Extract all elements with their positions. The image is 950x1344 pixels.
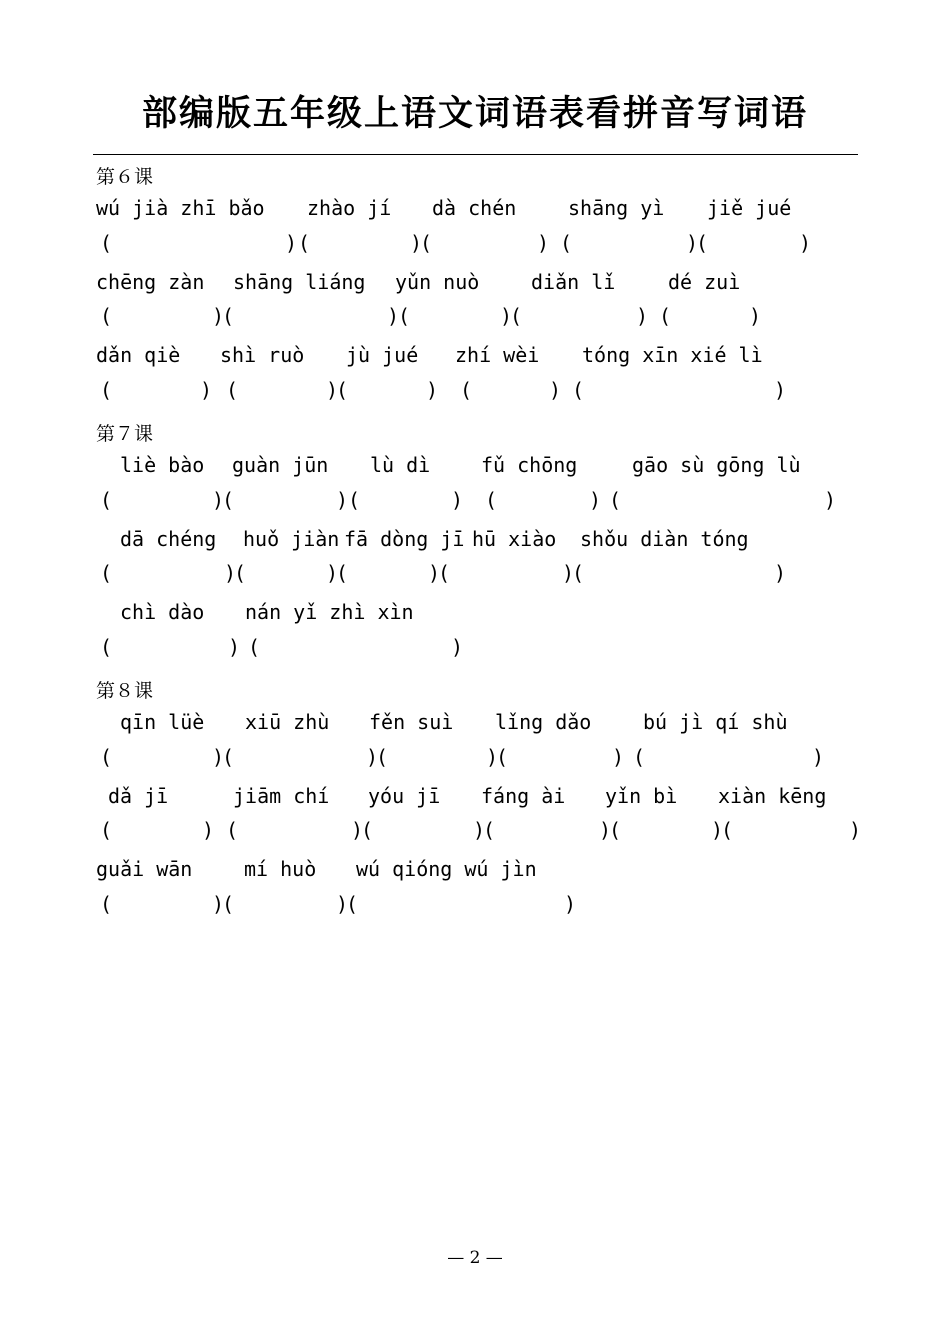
blank-close-paren: ) — [202, 818, 215, 842]
answer-blank-row — [0, 378, 950, 408]
blank-open-paren: ( — [438, 561, 451, 585]
answer-blank-row — [0, 635, 950, 665]
lesson-heading: 第６课 — [96, 166, 154, 188]
blank-open-paren: ( — [420, 231, 433, 255]
blank-close-paren: ) — [212, 892, 225, 916]
blank-open-paren: ( — [222, 304, 235, 328]
blank-open-paren: ( — [348, 488, 361, 512]
pinyin-word: dǎn qiè — [96, 343, 181, 367]
blank-open-paren: ( — [721, 818, 734, 842]
blank-close-paren: ) — [366, 745, 379, 769]
pinyin-row — [0, 270, 950, 300]
blank-close-paren: ) — [336, 488, 349, 512]
pinyin-word: yǐn bì — [605, 784, 678, 808]
blank-open-paren: ( — [100, 745, 113, 769]
pinyin-word: shǒu diàn tóng — [580, 527, 749, 551]
blank-close-paren: ) — [812, 745, 825, 769]
blank-open-paren: ( — [609, 488, 622, 512]
blank-open-paren: ( — [361, 818, 374, 842]
blank-close-paren: ) — [686, 231, 699, 255]
pinyin-row — [0, 710, 950, 740]
pinyin-word: lǐng dǎo — [495, 710, 592, 734]
blank-close-paren: ) — [451, 488, 464, 512]
blank-open-paren: ( — [398, 304, 411, 328]
blank-open-paren: ( — [336, 378, 349, 402]
blank-close-paren: ) — [612, 745, 625, 769]
pinyin-word: fěn suì — [369, 710, 454, 734]
blank-close-paren: ) — [224, 561, 237, 585]
pinyin-word: diǎn lǐ — [531, 270, 616, 294]
pinyin-word: wú jià zhī bǎo — [96, 196, 265, 220]
pinyin-word: chēng zàn — [96, 270, 205, 294]
blank-open-paren: ( — [222, 488, 235, 512]
pinyin-word: xiū zhù — [245, 710, 330, 734]
page-title: 部编版五年级上语文词语表看拼音写词语 — [141, 93, 808, 134]
blank-close-paren: ) — [711, 818, 724, 842]
answer-blank-row — [0, 488, 950, 518]
pinyin-word: hū xiào — [472, 527, 557, 551]
answer-blank-row — [0, 892, 950, 922]
blank-open-paren: ( — [248, 635, 261, 659]
blank-open-paren: ( — [100, 635, 113, 659]
pinyin-word: chì dào — [120, 600, 205, 624]
blank-close-paren: ) — [336, 892, 349, 916]
pinyin-word: guǎi wān — [96, 857, 193, 881]
pinyin-word: qīn lüè — [120, 710, 205, 734]
pinyin-word: fǔ chōng — [481, 453, 578, 477]
blank-open-paren: ( — [226, 818, 239, 842]
blank-open-paren: ( — [483, 818, 496, 842]
pinyin-word: tóng xīn xié lì — [582, 343, 763, 367]
pinyin-word: dà chén — [432, 196, 517, 220]
blank-open-paren: ( — [560, 231, 573, 255]
blank-close-paren: ) — [426, 378, 439, 402]
blank-close-paren: ) — [326, 378, 339, 402]
blank-close-paren: ) — [599, 818, 612, 842]
pinyin-word: fā dòng jī — [344, 527, 465, 551]
blank-close-paren: ) — [212, 304, 225, 328]
pinyin-word: dǎ jī — [108, 784, 169, 808]
blank-close-paren: ) — [326, 561, 339, 585]
blank-close-paren: ) — [451, 635, 464, 659]
blank-open-paren: ( — [222, 892, 235, 916]
blank-open-paren: ( — [572, 561, 585, 585]
pinyin-word: dé zuì — [668, 270, 741, 294]
blank-close-paren: ) — [549, 378, 562, 402]
blank-close-paren: ) — [410, 231, 423, 255]
blank-open-paren: ( — [633, 745, 646, 769]
blank-open-paren: ( — [100, 818, 113, 842]
answer-blank-row — [0, 304, 950, 334]
pinyin-word: jù jué — [346, 343, 419, 367]
blank-open-paren: ( — [234, 561, 247, 585]
blank-close-paren: ) — [387, 304, 400, 328]
answer-blank-row — [0, 745, 950, 775]
blank-open-paren: ( — [496, 745, 509, 769]
pinyin-row — [0, 600, 950, 630]
page-number: — 2 — — [447, 1248, 503, 1268]
blank-open-paren: ( — [510, 304, 523, 328]
pinyin-word: gāo sù gōng lù — [632, 453, 801, 477]
title-underline — [93, 154, 858, 155]
blank-close-paren: ) — [228, 635, 241, 659]
answer-blank-row — [0, 561, 950, 591]
pinyin-row — [0, 527, 950, 557]
pinyin-word: zhào jí — [307, 196, 392, 220]
blank-open-paren: ( — [346, 892, 359, 916]
blank-open-paren: ( — [298, 231, 311, 255]
pinyin-word: guàn jūn — [232, 453, 329, 477]
pinyin-word: lù dì — [370, 453, 431, 477]
blank-close-paren: ) — [589, 488, 602, 512]
blank-open-paren: ( — [100, 231, 113, 255]
blank-close-paren: ) — [774, 561, 787, 585]
answer-blank-row — [0, 818, 950, 848]
lesson-heading: 第７课 — [96, 423, 154, 445]
pinyin-word: yǔn nuò — [395, 270, 480, 294]
pinyin-word: huǒ jiàn — [243, 527, 340, 551]
answer-blank-row — [0, 231, 950, 261]
pinyin-word: nán yǐ zhì xìn — [245, 600, 414, 624]
blank-close-paren: ) — [285, 231, 298, 255]
blank-open-paren: ( — [100, 378, 113, 402]
blank-close-paren: ) — [774, 378, 787, 402]
pinyin-row — [0, 343, 950, 373]
blank-close-paren: ) — [473, 818, 486, 842]
blank-open-paren: ( — [460, 378, 473, 402]
blank-close-paren: ) — [212, 745, 225, 769]
blank-open-paren: ( — [222, 745, 235, 769]
pinyin-word: shāng yì — [568, 196, 665, 220]
pinyin-word: xiàn kēng — [718, 784, 827, 808]
pinyin-word: jiām chí — [233, 784, 330, 808]
blank-open-paren: ( — [696, 231, 709, 255]
pinyin-word: zhí wèi — [455, 343, 540, 367]
blank-close-paren: ) — [749, 304, 762, 328]
blank-open-paren: ( — [485, 488, 498, 512]
pinyin-row — [0, 784, 950, 814]
pinyin-word: shì ruò — [220, 343, 305, 367]
blank-open-paren: ( — [659, 304, 672, 328]
pinyin-word: shāng liáng — [233, 270, 366, 294]
blank-open-paren: ( — [226, 378, 239, 402]
blank-close-paren: ) — [500, 304, 513, 328]
blank-close-paren: ) — [200, 378, 213, 402]
blank-close-paren: ) — [824, 488, 837, 512]
blank-close-paren: ) — [212, 488, 225, 512]
blank-close-paren: ) — [486, 745, 499, 769]
pinyin-word: jiě jué — [707, 196, 792, 220]
blank-open-paren: ( — [100, 304, 113, 328]
pinyin-word: dā chéng — [120, 527, 217, 551]
blank-close-paren: ) — [564, 892, 577, 916]
blank-close-paren: ) — [849, 818, 862, 842]
pinyin-word: yóu jī — [368, 784, 441, 808]
blank-close-paren: ) — [562, 561, 575, 585]
pinyin-word: mí huò — [244, 857, 317, 881]
pinyin-word: liè bào — [120, 453, 205, 477]
pinyin-word: bú jì qí shù — [643, 710, 788, 734]
blank-open-paren: ( — [100, 892, 113, 916]
blank-open-paren: ( — [572, 378, 585, 402]
blank-close-paren: ) — [351, 818, 364, 842]
blank-close-paren: ) — [799, 231, 812, 255]
blank-close-paren: ) — [636, 304, 649, 328]
blank-close-paren: ) — [537, 231, 550, 255]
pinyin-word: fáng ài — [481, 784, 566, 808]
blank-open-paren: ( — [336, 561, 349, 585]
blank-open-paren: ( — [100, 488, 113, 512]
blank-open-paren: ( — [609, 818, 622, 842]
pinyin-row — [0, 196, 950, 226]
blank-open-paren: ( — [100, 561, 113, 585]
pinyin-row — [0, 453, 950, 483]
pinyin-row — [0, 857, 950, 887]
blank-open-paren: ( — [376, 745, 389, 769]
lesson-heading: 第８课 — [96, 680, 154, 702]
blank-close-paren: ) — [428, 561, 441, 585]
pinyin-word: wú qióng wú jìn — [356, 857, 537, 881]
